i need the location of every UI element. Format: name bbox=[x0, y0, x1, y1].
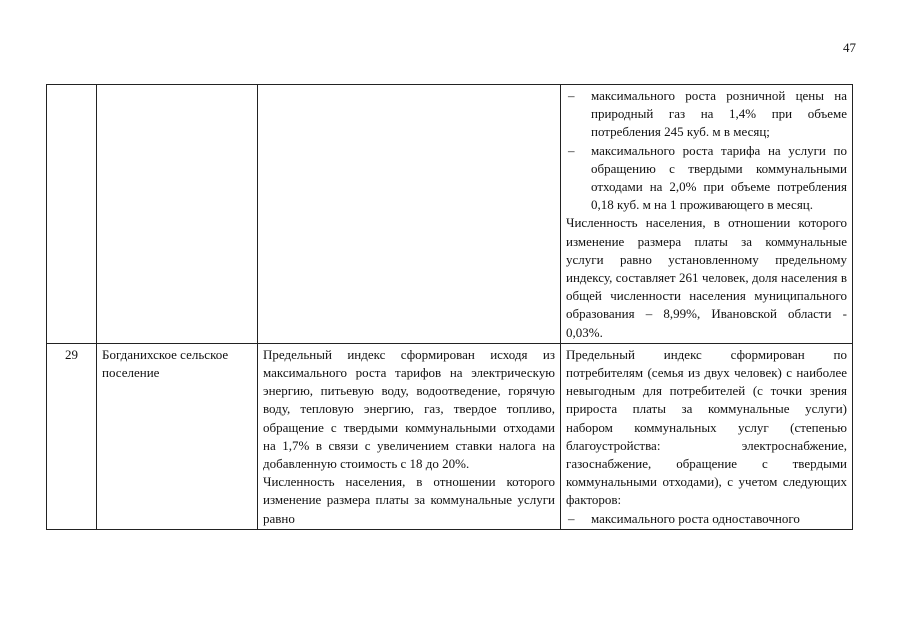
population-paragraph: Численность населения, в отношении которого изменение размера платы за коммунальные услуги равно bbox=[263, 474, 555, 526]
municipal-index-table bbox=[46, 84, 853, 530]
page-number: 47 bbox=[843, 40, 856, 55]
factor-list bbox=[566, 87, 847, 214]
factor-list bbox=[566, 510, 847, 528]
list-item-text: максимального роста розничной цены на природный газ на 1,4% при объеме потребления 245 куб. м в месяц; bbox=[591, 88, 847, 140]
dash-marker: – bbox=[568, 88, 575, 103]
cell-number bbox=[47, 85, 97, 344]
dash-marker: – bbox=[568, 142, 575, 158]
cell-index-basis bbox=[258, 343, 561, 529]
cell-municipality bbox=[97, 85, 258, 344]
cell-number: 29 bbox=[47, 343, 97, 529]
table-row bbox=[47, 85, 853, 344]
cell-municipality: Богданихское сельское поселение bbox=[97, 343, 258, 529]
list-item-text: максимального роста тарифа на услуги по обращению с твердыми коммунальными отходами на 2,0% при объеме потребления 0,18 куб. м на 1 проживающего в месяц. bbox=[591, 142, 847, 213]
list-item bbox=[566, 87, 847, 142]
cell-index-basis bbox=[258, 85, 561, 344]
list-item bbox=[566, 142, 847, 215]
details-paragraph: Предельный индекс сформирован по потребителям (семья из двух человек) с наиболее невыгодным для потребителей (с точки зрения прироста платы за коммунальные услуги) набором коммунальных услуг (степенью благоустройства: электроснабжение, газоснабжение, обращение с твердыми коммунальными отходами), с учетом следующих факторов: bbox=[566, 346, 847, 508]
table-row bbox=[47, 343, 853, 529]
population-paragraph: Численность населения, в отношении которого изменение размера платы за коммунальные услуги равно установленному предельному индексу, составляет 261 человек, доля населения в общей численности населения муниципального образования – 8,99%, Ивановской области - 0,03%. bbox=[566, 215, 847, 340]
dash-marker: – bbox=[568, 510, 575, 526]
list-item-text: максимального роста одноставочного bbox=[591, 510, 800, 526]
basis-paragraph: Предельный индекс сформирован исходя из максимального роста тарифов на электрическую энергию, питьевую воду, водоотведение, горячую воду, тепловую энергию, газ, твердое топливо, обращение с твердыми коммунальными отходами на 1,7% в связи с увеличением ставки налога на добавленную стоимость с 18 до 20%. bbox=[263, 346, 555, 472]
cell-index-details bbox=[561, 85, 853, 344]
cell-index-details bbox=[561, 343, 853, 529]
list-item bbox=[566, 510, 847, 528]
